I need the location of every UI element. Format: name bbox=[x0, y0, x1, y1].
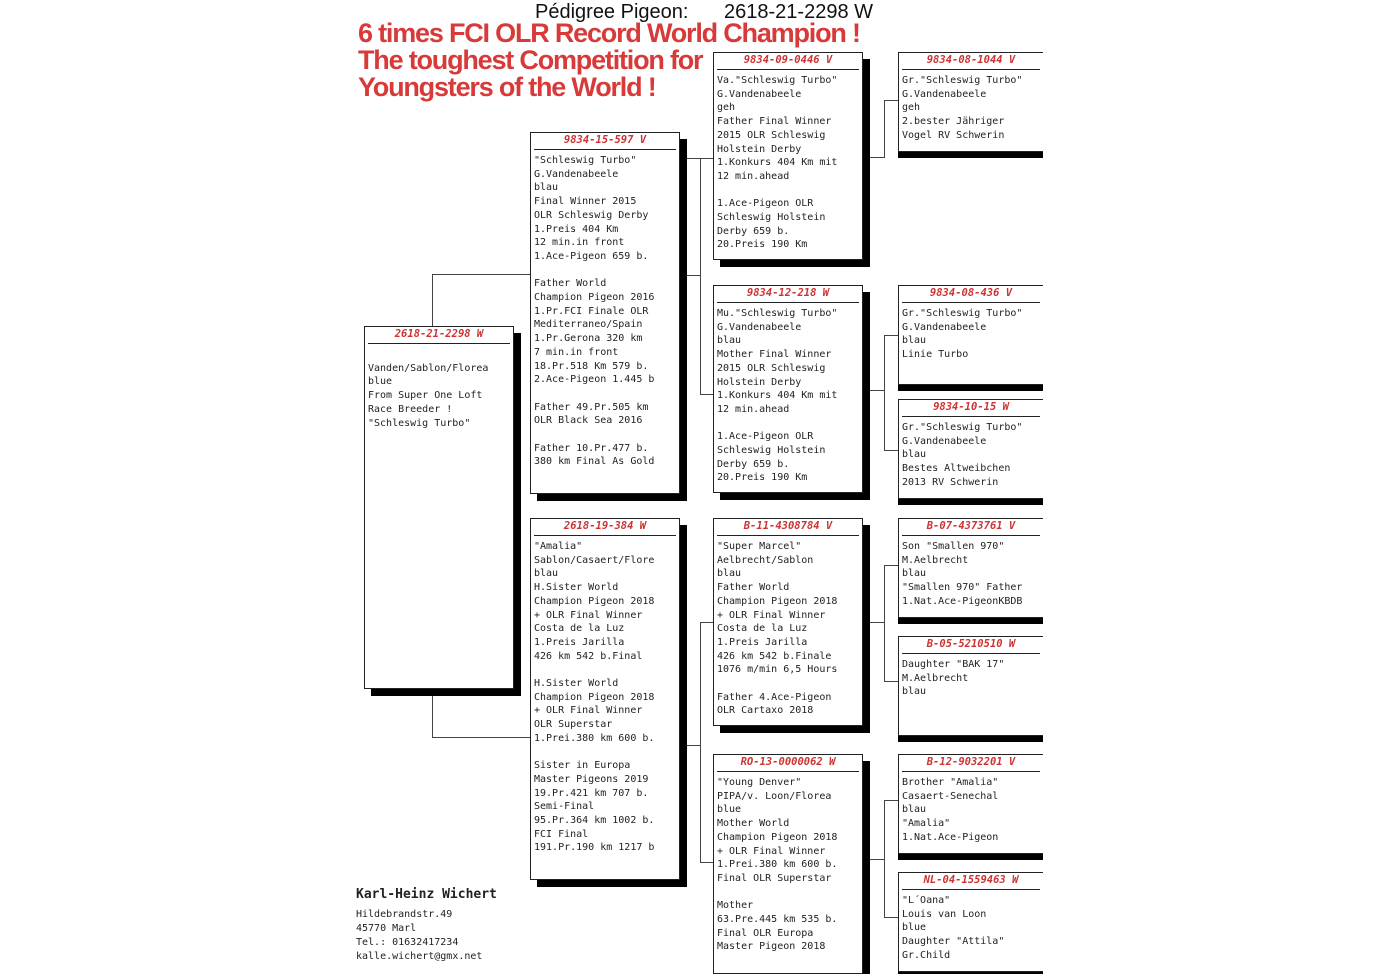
pigeon-ring-number: 9834-08-436 V bbox=[902, 286, 1040, 303]
connector-line bbox=[432, 274, 433, 328]
pigeon-card-main bbox=[364, 326, 514, 689]
connector-line bbox=[884, 100, 899, 101]
pigeon-card-mother-father bbox=[713, 518, 863, 726]
breeder-city: 45770 Marl bbox=[356, 923, 417, 934]
connector-line bbox=[700, 158, 714, 159]
connector-line bbox=[884, 565, 885, 682]
pigeon-card-gen4-1 bbox=[898, 52, 1043, 152]
connector-line bbox=[884, 450, 899, 451]
pigeon-ring-number: 9834-08-1044 V bbox=[902, 53, 1040, 70]
pigeon-card-gen4-7 bbox=[898, 872, 1043, 972]
connector-line bbox=[884, 100, 885, 158]
pigeon-info: "Schleswig Turbo" G.Vandenabeele blau Final Winner 2015 OLR Schleswig Derby 1.Preis 404 Km 12 min.in front 1.Ace-Pigeon 659 b. Father World Champion Pigeon 2016 1.Pr.FCI Finale OLR Mediterraneo/Spain 1.Pr.Gerona 320 km 7 min.in front 18.Pr.518 Km 579 b. 2.Ace-Pigeon 1.445 b Father 49.Pr.505 km OLR Black Sea 2016 Father 10.Pr.477 b. 380 km Final As Gold bbox=[534, 155, 655, 468]
connector-line bbox=[884, 917, 899, 918]
pigeon-ring-number: 2618-19-384 W bbox=[534, 519, 676, 536]
pigeon-ring-number: 9834-15-597 V bbox=[534, 133, 676, 150]
pigeon-ring-number: RO-13-0000062 W bbox=[717, 755, 859, 772]
pigeon-ring-number: 9834-09-0446 V bbox=[717, 53, 859, 70]
pigeon-card-gen4-4 bbox=[898, 518, 1043, 618]
connector-line bbox=[432, 274, 531, 275]
connector-line bbox=[869, 622, 884, 623]
connector-line bbox=[869, 390, 884, 391]
pigeon-card-father bbox=[530, 132, 680, 494]
connector-line bbox=[700, 862, 714, 863]
pigeon-info: Brother "Amalia" Casaert-Senechal blau "Amalia" 1.Nat.Ace-Pigeon bbox=[902, 777, 999, 843]
connector-line bbox=[869, 157, 884, 158]
connector-line bbox=[700, 158, 701, 394]
connector-line bbox=[686, 158, 701, 159]
pigeon-info: Va."Schleswig Turbo" G.Vandenabeele geh Father Final Winner 2015 OLR Schleswig Holstein Derby 1.Konkurs 404 Km mit 12 min.ahead 1.Ace-Pigeon OLR Schleswig Holstein Derby 659 b. 20.Preis 190 Km bbox=[717, 75, 838, 251]
pigeon-card-gen4-5 bbox=[898, 636, 1043, 736]
pigeon-card-gen4-2 bbox=[898, 285, 1043, 385]
connector-line bbox=[884, 681, 899, 682]
pigeon-ring-number: NL-04-1559463 W bbox=[902, 873, 1040, 890]
pigeon-ring-number: 9834-12-218 W bbox=[717, 286, 859, 303]
pigeon-card-mother-mother bbox=[713, 754, 863, 974]
connector-line bbox=[884, 565, 899, 566]
pigeon-card-father-mother bbox=[713, 285, 863, 493]
pigeon-info: Mu."Schleswig Turbo" G.Vandenabeele blau Mother Final Winner 2015 OLR Schleswig Holstein Derby 1.Konkurs 404 Km mit 12 min.ahead 1.Ace-Pigeon OLR Schleswig Holstein Derby 659 b. 20.Preis 190 Km bbox=[717, 308, 838, 484]
pigeon-card-gen4-6 bbox=[898, 754, 1043, 854]
pigeon-ring-number: 2618-21-2298 W bbox=[368, 327, 510, 344]
pigeon-info: "Young Denver" PIPA/v. Loon/Florea blue Mother World Champion Pigeon 2018 + OLR Final Winner 1.Prei.380 km 600 b. Final OLR Superstar Mother 63.Pre.445 km 535 b. Final OLR Europa Master Pigeon 2018 bbox=[717, 777, 838, 953]
header-label: Pédigree Pigeon: bbox=[535, 1, 689, 23]
connector-line bbox=[884, 335, 899, 336]
pigeon-ring-number: B-05-5210510 W bbox=[902, 637, 1040, 654]
connector-line bbox=[432, 688, 433, 738]
header-ring-number: 2618-21-2298 W bbox=[724, 1, 873, 23]
pigeon-info: Gr."Schleswig Turbo" G.Vandenabeele blau Bestes Altweibchen 2013 RV Schwerin bbox=[902, 422, 1023, 488]
headline-line-3: Youngsters of the World ! bbox=[358, 72, 656, 102]
connector-line bbox=[686, 745, 700, 746]
connector-line bbox=[432, 737, 531, 738]
connector-line bbox=[700, 394, 714, 395]
headline-line-1: 6 times FCI OLR Record World Champion ! bbox=[358, 18, 860, 48]
pigeon-info: Gr."Schleswig Turbo" G.Vandenabeele blau Linie Turbo bbox=[902, 308, 1023, 361]
pigeon-ring-number: B-12-9032201 V bbox=[902, 755, 1040, 772]
pigeon-info: Son "Smallen 970" M.Aelbrecht blau "Smallen 970" Father 1.Nat.Ace-PigeonKBDB bbox=[902, 541, 1023, 607]
pigeon-ring-number: B-11-4308784 V bbox=[717, 519, 859, 536]
connector-line bbox=[869, 859, 884, 860]
breeder-phone: Tel.: 01632417234 bbox=[356, 937, 459, 948]
breeder-email: kalle.wichert@gmx.net bbox=[356, 951, 483, 962]
pigeon-card-gen4-3 bbox=[898, 399, 1043, 499]
pigeon-card-father-father bbox=[713, 52, 863, 260]
pigeon-info: "L´Oana" Louis van Loon blue Daughter "Attila" Gr.Child bbox=[902, 895, 1005, 961]
pigeon-info: "Super Marcel" Aelbrecht/Sablon blau Father World Champion Pigeon 2018 + OLR Final Winner Costa de la Luz 1.Preis Jarilla 426 km 542 b.Finale 1076 m/min 6,5 Hours Father 4.Ace-Pigeon OLR Cartaxo 2018 bbox=[717, 541, 838, 717]
breeder-contact bbox=[356, 887, 497, 964]
connector-line bbox=[884, 800, 899, 801]
pigeon-card-mother bbox=[530, 518, 680, 880]
connector-line bbox=[884, 335, 885, 451]
pigeon-info: Gr."Schleswig Turbo" G.Vandenabeele geh 2.bester Jähriger Vogel RV Schwerin bbox=[902, 75, 1023, 141]
pigeon-info: "Amalia" Sablon/Casaert/Flore blau H.Sister World Champion Pigeon 2018 + OLR Final Winner Costa de la Luz 1.Preis Jarilla 426 km 542 b.Final H.Sister World Champion Pigeon 2018 + OLR Final Winner OLR Superstar 1.Prei.380 km 600 b. Sister in Europa Master Pigeons 2019 19.Pr.421 km 707 b. Semi-Final 95.Pr.364 km 1002 b. FCI Final 191.Pr.190 km 1217 b bbox=[534, 541, 655, 854]
pigeon-ring-number: 9834-10-15 W bbox=[902, 400, 1040, 417]
headline-line-2: The toughest Competition for bbox=[358, 45, 703, 75]
connector-line bbox=[700, 622, 701, 862]
connector-line bbox=[686, 275, 700, 276]
connector-line bbox=[700, 622, 714, 623]
pigeon-info: Vanden/Sablon/Florea blue From Super One Loft Race Breeder ! "Schleswig Turbo" bbox=[368, 362, 489, 429]
breeder-street: Hildebrandstr.49 bbox=[356, 909, 453, 920]
pigeon-ring-number: B-07-4373761 V bbox=[902, 519, 1040, 536]
breeder-name: Karl-Heinz Wichert bbox=[356, 887, 497, 902]
pigeon-info: Daughter "BAK 17" M.Aelbrecht blau bbox=[902, 659, 1005, 698]
connector-line bbox=[884, 800, 885, 918]
